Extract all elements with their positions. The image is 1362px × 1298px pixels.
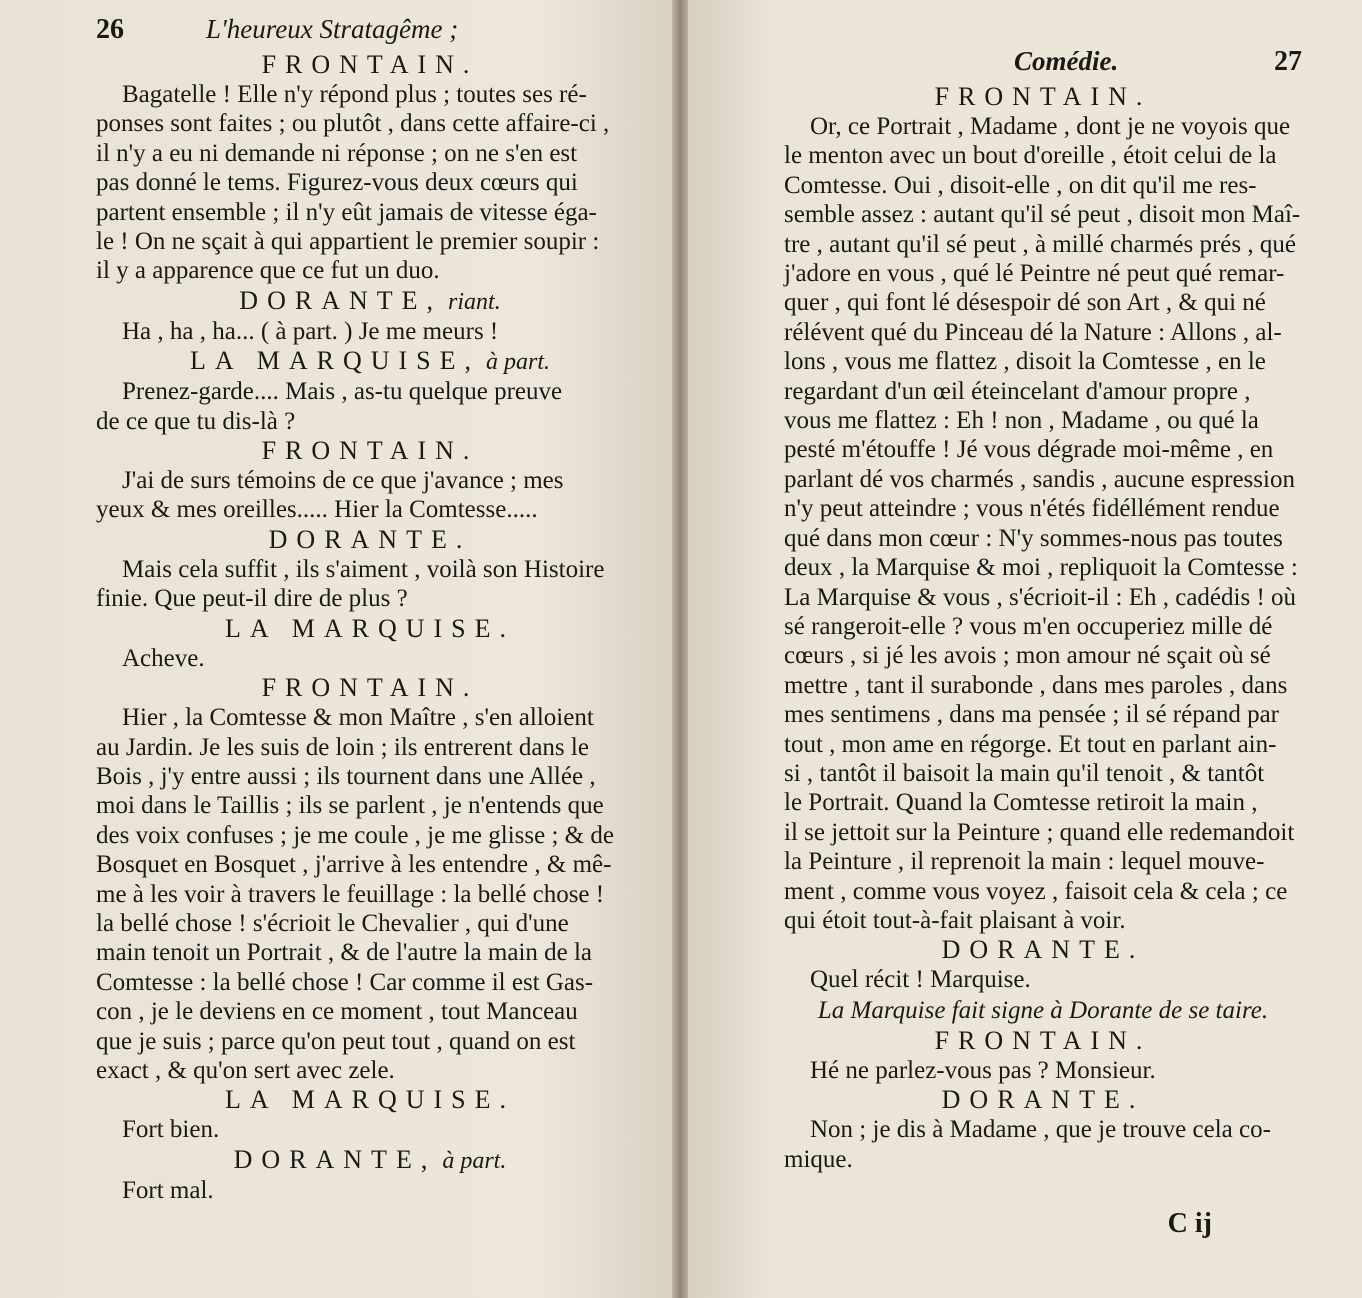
speaker-name: LA MARQUISE.: [224, 613, 515, 643]
right-page-text: [784, 82, 1302, 1174]
speaker-name: FRONTAIN.: [934, 1025, 1152, 1055]
speaker-heading: [96, 50, 644, 80]
speaker-name: DORANTE.: [268, 524, 472, 554]
speech-line: moi dans le Taillis ; ils se parlent , je n'entends que: [96, 792, 604, 820]
speaker-name: DORANTE,: [233, 1144, 437, 1174]
speech-line: de ce que tu dis-là ?: [96, 407, 296, 435]
stage-direction-inline: à part.: [436, 1147, 507, 1174]
speech-line: que je suis ; parce qu'on peut tout , quand on est: [96, 1027, 576, 1055]
speech-line: Hier , la Comtesse & mon Maître , s'en alloient: [122, 704, 594, 732]
speech-line: la bellé chose ! s'écrioit le Chevalier , qui d'une: [96, 909, 569, 937]
stage-direction-inline: à part.: [480, 349, 551, 376]
speech-line: la Peinture , il reprenoit la main : lequel mouve-: [784, 848, 1265, 876]
left-running-head: [96, 14, 644, 50]
speech-line: Hé ne parlez-vous pas ? Monsieur.: [810, 1056, 1156, 1084]
speaker-heading: [96, 1085, 644, 1115]
speech-line: Non ; je dis à Madame , que je trouve cela co-: [810, 1116, 1271, 1144]
speech-line: Bosquet en Bosquet , j'arrive à les entendre , & mê-: [96, 851, 612, 879]
speaker-heading: [784, 935, 1302, 965]
speech-line: mettre , tant il surabonde , dans mes paroles , dans: [784, 671, 1288, 699]
right-page-number: 27: [1274, 46, 1302, 77]
speech-line: me à les voir à travers le feuillage : la bellé chose !: [96, 880, 605, 908]
speaker-heading: [96, 614, 644, 644]
speaker-heading: [784, 1085, 1302, 1115]
speech-line: n'y peut atteindre ; vous n'étés fidéllément rendue: [784, 495, 1280, 523]
speaker-heading: [784, 82, 1302, 112]
speaker-heading: [784, 1026, 1302, 1056]
speech-line: le Portrait. Quand la Comtesse retiroit la main ,: [784, 789, 1258, 817]
speech-line: vous me flattez : Eh ! non , Madame , ou qué la: [784, 407, 1259, 435]
speaker-name: DORANTE.: [941, 935, 1145, 965]
speech-line: con , je le deviens en ce moment , tout Manceau: [96, 998, 578, 1026]
speech-line: regardant d'un œil éteincelant d'amour propre ,: [784, 377, 1251, 405]
left-page-number: 26: [96, 14, 124, 45]
speech-line: Comtesse : la bellé chose ! Car comme il est Gas-: [96, 968, 594, 996]
left-page: [0, 0, 672, 1298]
speech-line: j'adore en vous , qué lé Peintre né peut qué remar-: [784, 260, 1285, 288]
speech-line: qui étoit tout-à-fait plaisant à voir.: [784, 906, 1126, 934]
speaker-name: LA MARQUISE.: [224, 1085, 515, 1115]
speech-line: mes sentimens , dans ma pensée ; il sé répand par: [784, 701, 1279, 729]
right-page: [688, 0, 1362, 1298]
right-running-title: Comédie.: [1014, 46, 1119, 76]
speech-line: si , tantôt il baisoit la main qu'il tenoit , & tantôt: [784, 759, 1265, 787]
speech-line: quer , qui font lé désespoir dé son Art , & qui né: [784, 289, 1266, 317]
speech-line: Prenez-garde.... Mais , as-tu quelque preuve: [122, 378, 563, 406]
stage-direction: La Marquise fait signe à Dorante de se taire.: [817, 996, 1269, 1024]
speaker-heading: [96, 436, 644, 466]
signature-mark: C ij: [1167, 1208, 1212, 1239]
speech-line: yeux & mes oreilles..... Hier la Comtesse.....: [96, 496, 538, 524]
speaker-heading: [96, 673, 644, 703]
speech-line: Fort mal.: [122, 1176, 214, 1204]
speech-line: il n'y a eu ni demande ni réponse ; on ne s'en est: [96, 139, 578, 167]
speech-line: partent ensemble ; il n'y eût jamais de vitesse éga-: [96, 198, 597, 226]
speech-line: Acheve.: [122, 644, 205, 672]
speech-line: au Jardin. Je les suis de loin ; ils entrerent dans le: [96, 733, 589, 761]
speech-line: il y a apparence que ce fut un duo.: [96, 257, 440, 285]
speech-line: il se jettoit sur la Peinture ; quand elle redemandoit: [784, 818, 1295, 846]
speech-line: mique.: [784, 1145, 853, 1173]
speech-line: La Marquise & vous , s'écrioit-il : Eh , cadédis ! où: [784, 583, 1297, 611]
speech-line: ponses sont faites ; ou plutôt , dans cette affaire-ci ,: [96, 110, 610, 138]
speaker-name: DORANTE,: [239, 285, 443, 315]
speech-line: ment , comme vous voyez , faisoit cela & cela ; ce: [784, 877, 1288, 905]
speaker-name: FRONTAIN.: [261, 673, 479, 703]
speech-line: semble assez : autant qu'il sé peut , disoit mon Maî-: [784, 201, 1301, 229]
speech-line: Fort bien.: [122, 1116, 220, 1144]
speech-line: pas donné le tems. Figurez-vous deux cœurs qui: [96, 169, 578, 197]
speaker-name: FRONTAIN.: [261, 436, 479, 466]
book-gutter: [672, 0, 688, 1298]
speech-line: Comtesse. Oui , disoit-elle , on dit qu'il me res-: [784, 171, 1257, 199]
speech-line: exact , & qu'on sert avec zele.: [96, 1056, 395, 1084]
speaker-name: FRONTAIN.: [261, 50, 479, 79]
speech-line: Quel récit ! Marquise.: [810, 966, 1031, 994]
speaker-heading: [96, 286, 644, 317]
speech-line: Or, ce Portrait , Madame , dont je ne voyois que: [810, 113, 1291, 140]
left-page-text: [96, 50, 644, 1205]
speaker-heading: [96, 1145, 644, 1176]
stage-direction-inline: riant.: [442, 288, 501, 315]
speech-line: main tenoit un Portrait , & de l'autre la main de la: [96, 939, 593, 967]
speaker-name: LA MARQUISE,: [189, 346, 480, 376]
speech-line: parlant dé vos charmés , sandis , aucune espression: [784, 465, 1295, 493]
speech-line: lons , vous me flattez , disoit la Comtesse , en le: [784, 348, 1266, 376]
speech-line: pesté m'étouffe ! Jé vous dégrade moi-même , en: [784, 436, 1274, 464]
speaker-heading: [96, 525, 644, 555]
speech-line: le ! On ne sçait à qui appartient le premier soupir :: [96, 228, 600, 256]
speaker-name: DORANTE.: [941, 1085, 1145, 1115]
speech-line: qué dans mon cœur : N'y sommes-nous pas toutes: [784, 524, 1283, 552]
speech-line: deux , la Marquise & moi , repliquoit la Comtesse :: [784, 554, 1298, 582]
speech-line: tout , mon ame en régorge. Et tout en parlant ain-: [784, 730, 1277, 758]
speech-line: des voix confuses ; je me coule , je me glisse ; & de: [96, 821, 614, 849]
speech-line: Mais cela suffit , ils s'aiment , voilà son Histoire: [122, 555, 605, 583]
speech-line: Bois , j'y entre aussi ; ils tournent dans une Allée ,: [96, 762, 596, 790]
speech-line: rélévent qué du Pinceau dé la Nature : Allons , al-: [784, 318, 1282, 346]
speech-line: Ha , ha , ha... ( à part. ) Je me meurs !: [122, 317, 499, 345]
speech-line: cœurs , si jé les avois ; mon amour né sçait où sé: [784, 642, 1271, 670]
speaker-heading: [96, 346, 644, 377]
speaker-name: FRONTAIN.: [934, 82, 1152, 111]
right-running-head: [784, 46, 1302, 82]
speech-line: sé rangeroit-elle ? vous m'en occuperiez mille dé: [784, 612, 1273, 640]
speech-line: le menton avec un bout d'oreille , étoit celui de la: [784, 142, 1277, 170]
left-running-title: L'heureux Stratagême ;: [206, 14, 459, 44]
speech-line: tre , autant qu'il sé peut , à millé charmés prés , qué: [784, 230, 1296, 258]
speech-line: finie. Que peut-il dire de plus ?: [96, 585, 408, 613]
speech-line: Bagatelle ! Elle n'y répond plus ; toutes ses ré-: [122, 81, 587, 108]
speech-line: J'ai de surs témoins de ce que j'avance ; mes: [122, 467, 564, 495]
